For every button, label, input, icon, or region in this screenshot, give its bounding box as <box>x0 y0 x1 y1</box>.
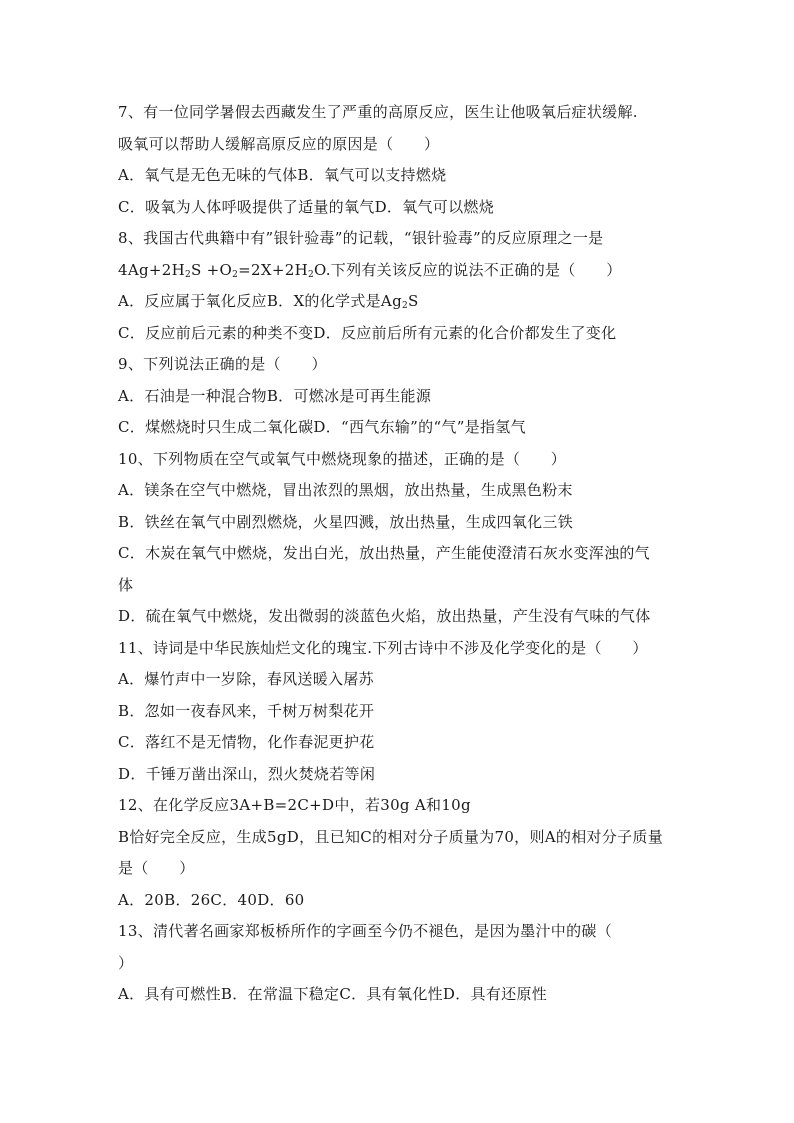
q12-stem-line2: B恰好完全反应，生成5gD，且已知C的相对分子质量为70，则A的相对分子质量 <box>118 827 663 846</box>
q9-options-ab: A．石油是一种混合物B．可燃冰是可再生能源 <box>118 386 432 405</box>
q8-opt-ab-sub: 2 <box>401 301 409 311</box>
q8-eq-part-b: S +O <box>191 260 233 279</box>
q11-stem: 11、诗词是中华民族灿烂文化的瑰宝.下列古诗中不涉及化学变化的是（ ） <box>118 638 648 657</box>
q7-stem-line1: 7、有一位同学暑假去西藏发生了严重的高原反应，医生让他吸氧后症状缓解. <box>118 103 638 121</box>
q8-opt-ab-tail: S <box>408 292 419 310</box>
q12-options: A．20B．26C．40D．60 <box>118 890 305 909</box>
q8-opt-ab-text: A．反应属于氧化反应B．X的化学式是Ag <box>118 292 402 310</box>
q13-options: A．具有可燃性B．在常温下稳定C．具有氧化性D．具有还原性 <box>118 985 548 1003</box>
q10-option-c-line2: 体 <box>118 575 134 594</box>
q11-option-d: D．千锤万凿出深山，烈火焚烧若等闲 <box>118 764 376 783</box>
q8-eq-sub2: 2 <box>232 269 239 280</box>
q13-stem-line2: ） <box>118 953 134 972</box>
q8-options-cd: C．反应前后元素的种类不变D．反应前后所有元素的化合价都发生了变化 <box>118 323 617 342</box>
q8-eq-part-c: =2X+2H <box>238 260 308 279</box>
q8-options-ab <box>118 286 678 318</box>
q8-eq-sub3: 2 <box>307 269 314 280</box>
q8-equation-line <box>118 255 678 287</box>
q8-eq-part-a: 4Ag+2H <box>118 260 185 279</box>
q10-option-c-line1: C．木炭在氧气中燃烧，发出白光，放出热量，产生能使澄清石灰水变浑浊的气 <box>118 544 650 562</box>
q12-stem-line3: 是（ ） <box>118 859 195 877</box>
q10-option-d: D．硫在氧气中燃烧，发出微弱的淡蓝色火焰，放出热量，产生没有气味的气体 <box>118 607 651 625</box>
question-list <box>118 97 678 1011</box>
q11-option-c: C．落红不是无情物，化作春泥更护花 <box>118 733 375 751</box>
q10-option-a: A．镁条在空气中燃烧，冒出浓烈的黑烟，放出热量，生成黑色粉末 <box>118 481 573 499</box>
q11-option-b: B．忽如一夜春风来，千树万树梨花开 <box>118 701 375 720</box>
q9-options-cd: C．煤燃烧时只生成二氧化碳D．“西气东输”的“气”是指氢气 <box>118 418 526 436</box>
q10-stem: 10、下列物质在空气或氧气中燃烧现象的描述，正确的是（ ） <box>118 449 567 468</box>
q13-stem-line1: 13、清代著名画家郑板桥所作的字画至今仍不褪色，是因为墨汁中的碳（ <box>118 922 612 940</box>
q10-option-b: B．铁丝在氧气中剧烈燃烧，火星四溅，放出热量，生成四氧化三铁 <box>118 512 574 531</box>
q7-stem-line2: 吸氧可以帮助人缓解高原反应的原因是（ ） <box>118 134 440 153</box>
q11-option-a: A．爆竹声中一岁除，春风送暖入屠苏 <box>118 670 374 688</box>
q8-eq-part-d: O.下列有关该反应的说法不正确的是（ ） <box>314 260 622 279</box>
q8-stem-line1: 8、我国古代典籍中有”银针验毒”的记载，“银针验毒”的反应原理之一是 <box>118 229 604 247</box>
q7-options-ab: A．氧气是无色无味的气体B．氧气可以支持燃烧 <box>118 166 447 184</box>
q12-stem-line1: 12、在化学反应3A+B=2C+D中，若30g A和10g <box>118 796 471 814</box>
q8-eq-sub1: 2 <box>184 269 192 280</box>
q9-stem: 9、下列说法正确的是（ ） <box>118 355 327 373</box>
q7-options-cd: C．吸氧为人体呼吸提供了适量的氧气D．氧气可以燃烧 <box>118 197 495 216</box>
